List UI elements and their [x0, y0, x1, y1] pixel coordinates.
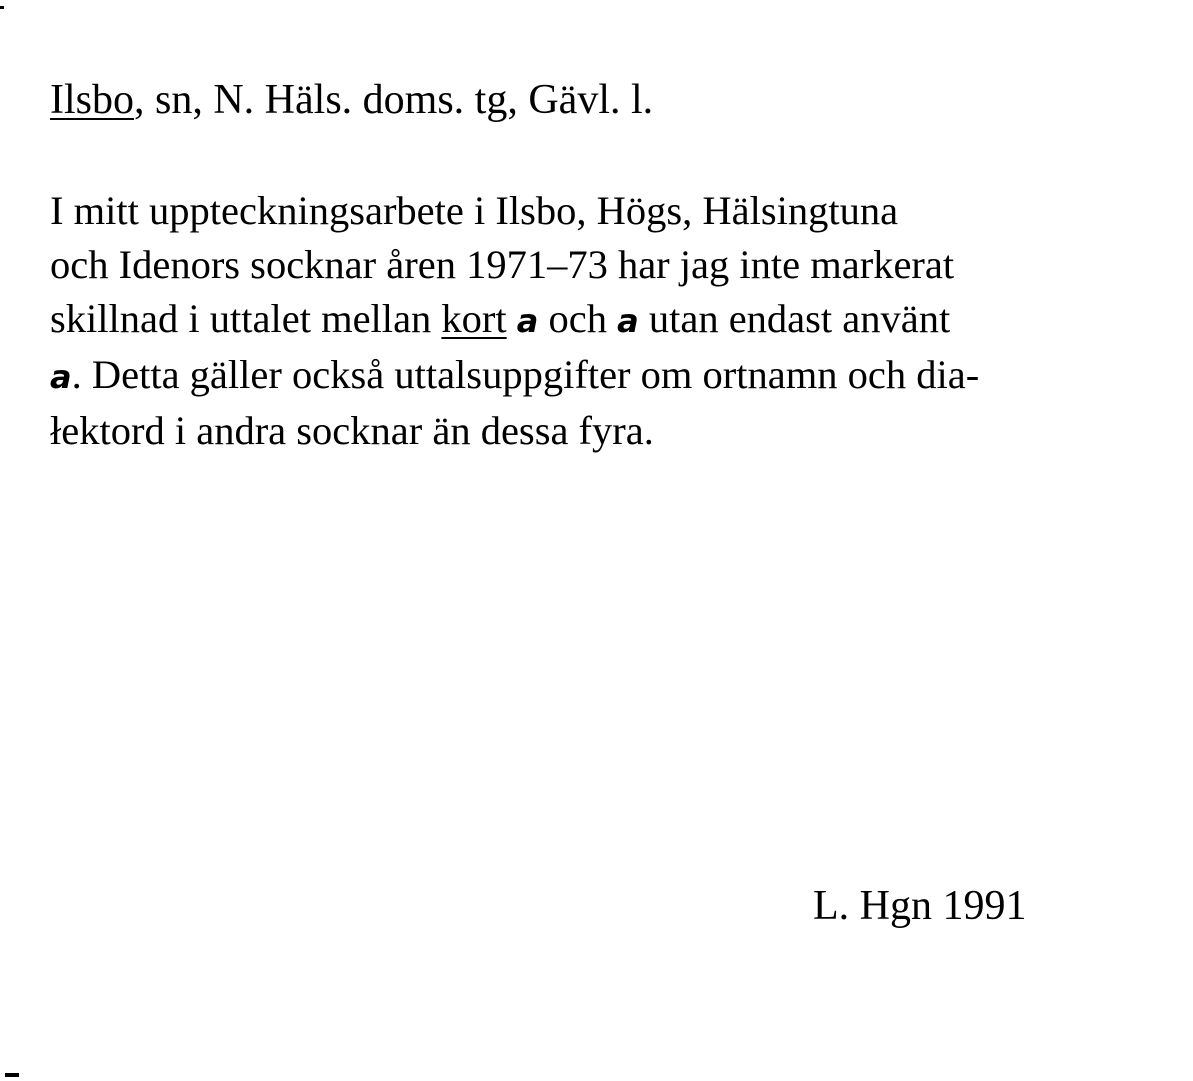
scan-mark-bottom-left	[5, 1073, 19, 1077]
body-line-3	[50, 292, 1180, 348]
body-line-3-mid: och	[538, 296, 618, 341]
body-line-4	[50, 348, 1180, 404]
phonetic-symbol-a-used: a	[50, 358, 72, 396]
word-kort: kort	[441, 296, 507, 341]
body-line-3-start: skillnad i uttalet mellan	[50, 296, 442, 341]
place-name: Ilsbo	[50, 77, 134, 123]
phonetic-symbol-a: a	[617, 302, 639, 340]
card-heading	[50, 74, 653, 126]
body-line-5: łektord i andra socknar än dessa fyra.	[50, 408, 654, 453]
body-line-3-end: utan endast använt	[638, 296, 951, 341]
place-description: , sn, N. Häls. doms. tg, Gävl. l.	[134, 77, 654, 123]
body-line-2: och Idenors socknar åren 1971–73 har jag inte markerat	[50, 242, 955, 287]
body-line-1: I mitt uppteckningsarbete i Ilsbo, Högs, Hälsingtuna	[50, 188, 899, 233]
scan-mark-top-left	[0, 6, 4, 9]
body-line-4-rest: . Detta gäller också uttalsuppgifter om ortnamn och dia-	[71, 352, 980, 397]
phonetic-symbol-short-a: a	[516, 302, 539, 340]
card-body-text	[50, 184, 1180, 458]
signature-date: L. Hgn 1991	[813, 883, 1027, 929]
